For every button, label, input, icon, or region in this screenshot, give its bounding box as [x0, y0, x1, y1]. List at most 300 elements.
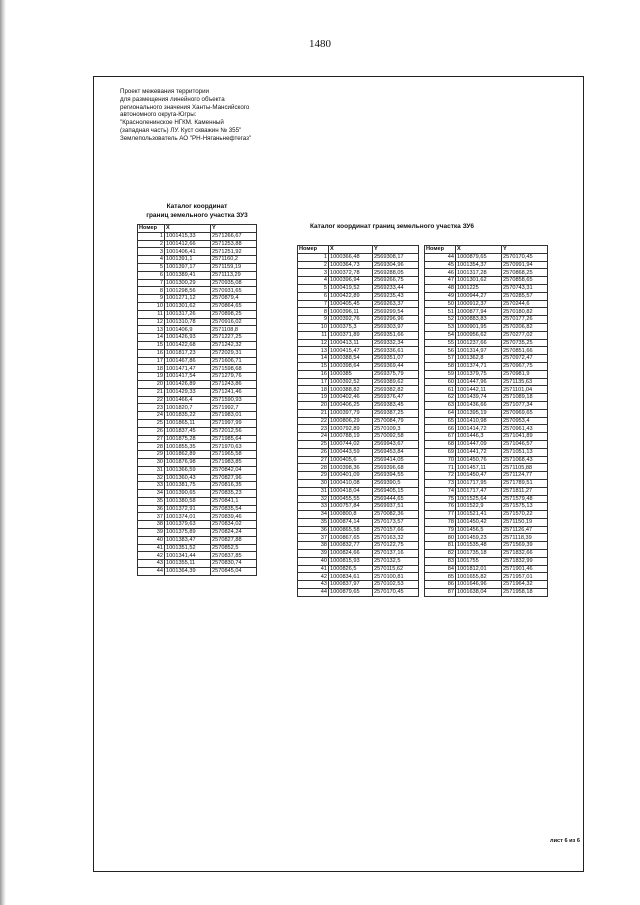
cell-y: 2571606,71 [211, 357, 257, 365]
cell-x: 1001535,48 [456, 542, 502, 550]
cell-number: 18 [138, 365, 165, 373]
cell-number: 44 [138, 568, 165, 576]
cell-number: 30 [298, 479, 329, 487]
table-row [298, 495, 419, 503]
cell-x: 1001314,97 [456, 347, 502, 355]
table-row [425, 394, 548, 402]
cell-x: 1001471,47 [165, 365, 211, 373]
table-row [425, 409, 548, 417]
cell-number: 82 [425, 550, 456, 558]
table1-title-line1: Каталог координат [166, 203, 228, 210]
cell-number: 47 [425, 277, 456, 285]
table-row [298, 542, 419, 550]
cell-x: 1000877,94 [456, 308, 502, 316]
cell-number: 49 [425, 292, 456, 300]
cell-x: 1001456,5 [456, 526, 502, 534]
cell-x: 1001366,59 [165, 466, 211, 474]
cell-number: 80 [425, 534, 456, 542]
cell-x: 1000418,04 [329, 487, 373, 495]
table-row [138, 232, 257, 240]
table-row [425, 456, 548, 464]
cell-y: 2570084,79 [373, 417, 419, 425]
table-row [425, 503, 548, 511]
cell-x: 1000867,65 [329, 534, 373, 542]
cell-x: 1000385 [329, 370, 373, 378]
cell-x: 1001406,41 [165, 248, 211, 256]
cell-x: 1000832,77 [329, 542, 373, 550]
col-header-x: X [165, 225, 211, 233]
table-row [138, 513, 257, 521]
cell-x: 1001360,43 [165, 474, 211, 482]
table-row [298, 323, 419, 331]
cell-y: 2570842,04 [211, 466, 257, 474]
cell-y: 2569453,84 [373, 448, 419, 456]
cell-x: 1000815,93 [329, 557, 373, 565]
table-row [298, 316, 419, 324]
table-row [138, 536, 257, 544]
cell-number: 65 [425, 417, 456, 425]
cell-number: 2 [138, 240, 165, 248]
cell-number: 23 [298, 425, 329, 433]
cell-x: 1001375,89 [165, 529, 211, 537]
cell-y: 2570851,66 [502, 347, 548, 355]
cell-x: 1001414,72 [456, 425, 502, 433]
cell-x: 1000398,64 [329, 362, 373, 370]
cell-y: 2571041,89 [502, 433, 548, 441]
cell-y: 2569351,07 [373, 355, 419, 363]
cell-y: 2570285,57 [502, 292, 548, 300]
cell-x: 1001406,9 [165, 326, 211, 334]
cell-number: 27 [298, 456, 329, 464]
cell-number: 6 [298, 292, 329, 300]
cell-y: 2571126,47 [502, 526, 548, 534]
cell-number: 27 [138, 435, 165, 443]
cell-number: 16 [298, 370, 329, 378]
cell-y: 2571957,01 [502, 573, 548, 581]
table-row [298, 347, 419, 355]
table-row [425, 269, 548, 277]
cell-number: 46 [425, 269, 456, 277]
table-row [425, 316, 548, 324]
cell-x: 1001522,9 [456, 503, 502, 511]
table-row [298, 292, 419, 300]
cell-number: 29 [298, 472, 329, 480]
cell-x: 1001354,37 [456, 261, 502, 269]
cell-x: 1001447,09 [456, 440, 502, 448]
project-line: Землепользователь АО "РН-Няганьнефтегаз" [120, 134, 252, 142]
cell-number: 32 [298, 495, 329, 503]
cell-number: 54 [425, 331, 456, 339]
scan-binding-edge [0, 0, 6, 905]
cell-number: 19 [298, 394, 329, 402]
cell-y: 2570835,23 [211, 490, 257, 498]
cell-y: 2570177,26 [502, 316, 548, 324]
cell-x: 1001391,1 [165, 256, 211, 264]
cell-number: 19 [138, 373, 165, 381]
cell-number: 15 [138, 341, 165, 349]
cell-x: 1000422,89 [329, 292, 373, 300]
table-row [425, 565, 548, 573]
table-row [138, 552, 257, 560]
cell-number: 60 [425, 378, 456, 386]
cell-number: 18 [298, 386, 329, 394]
cell-x: 1001447,96 [456, 378, 502, 386]
table-row [298, 277, 419, 285]
cell-number: 25 [298, 440, 329, 448]
cell-number: 16 [138, 349, 165, 357]
project-line: автономного округа-Югры: [120, 111, 197, 119]
cell-x: 1000372,78 [329, 269, 373, 277]
cell-x: 1001383,47 [165, 536, 211, 544]
cell-number: 26 [138, 427, 165, 435]
cell-x: 1001310,78 [165, 318, 211, 326]
cell-x: 1000397,79 [329, 409, 373, 417]
cell-y: 2570180,82 [502, 308, 548, 316]
cell-x: 1000883,83 [456, 316, 502, 324]
cell-number: 38 [298, 542, 329, 550]
table-row [425, 284, 548, 292]
table-row [138, 529, 257, 537]
cell-number: 83 [425, 557, 456, 565]
cell-x: 1001372,91 [165, 505, 211, 513]
cell-y: 2571135,63 [502, 378, 548, 386]
cell-number: 20 [138, 380, 165, 388]
table-row [138, 497, 257, 505]
cell-x: 1000413,11 [329, 339, 373, 347]
cell-x: 1001446,3 [456, 433, 502, 441]
cell-number: 45 [425, 261, 456, 269]
cell-x: 1001412,66 [165, 240, 211, 248]
table-row [138, 295, 257, 303]
cell-y: 2571077,34 [502, 401, 548, 409]
cell-y: 2571089,18 [502, 394, 548, 402]
cell-y: 2570981,9 [502, 370, 548, 378]
cell-number: 25 [138, 419, 165, 427]
cell-number: 66 [425, 425, 456, 433]
table-row [138, 248, 257, 256]
cell-y: 2570743,31 [502, 284, 548, 292]
cell-y: 2570991,94 [502, 261, 548, 269]
cell-x: 1001835,22 [165, 412, 211, 420]
cell-y: 2569299,54 [373, 308, 419, 316]
cell-number: 64 [425, 409, 456, 417]
cell-number: 21 [138, 388, 165, 396]
cell-y: 2570137,16 [373, 550, 419, 558]
table-row [425, 518, 548, 526]
cell-y: 2571958,18 [502, 589, 548, 597]
cell-number: 21 [298, 409, 329, 417]
cell-y: 2570827,88 [211, 536, 257, 544]
table-row [138, 373, 257, 381]
cell-number: 28 [298, 464, 329, 472]
cell-y: 2569375,79 [373, 370, 419, 378]
cell-x: 1001441,72 [456, 448, 502, 456]
cell-number: 12 [138, 318, 165, 326]
cell-number: 31 [138, 466, 165, 474]
cell-y: 2571253,88 [211, 240, 257, 248]
table-row [425, 339, 548, 347]
cell-y: 2570163,32 [373, 534, 419, 542]
cell-y: 2570735,25 [502, 339, 548, 347]
cell-y: 2569394,55 [373, 472, 419, 480]
cell-x: 1001450,47 [456, 472, 502, 480]
table-row [425, 300, 548, 308]
cell-number: 43 [298, 581, 329, 589]
table-row [138, 396, 257, 404]
cell-x: 1000405,6 [329, 456, 373, 464]
table-row [298, 589, 419, 597]
cell-y: 2569383,45 [373, 401, 419, 409]
cell-x: 1000806,29 [329, 417, 373, 425]
table-row [138, 427, 257, 435]
project-line: для размещения линейного объекта [120, 95, 225, 103]
cell-y: 2571985,64 [211, 435, 257, 443]
cell-y: 2570244,6 [502, 300, 548, 308]
cell-x: 1001237,66 [456, 339, 502, 347]
cell-x: 1000834,61 [329, 573, 373, 581]
cell-number: 10 [138, 302, 165, 310]
cell-number: 41 [298, 565, 329, 573]
cell-number: 41 [138, 544, 165, 552]
cell-number: 23 [138, 404, 165, 412]
cell-y: 2570879,4 [211, 295, 257, 303]
cell-y: 2570935,08 [211, 279, 257, 287]
cell-x: 1000406,25 [329, 401, 373, 409]
table-row [425, 495, 548, 503]
cell-y: 2570827,96 [211, 474, 257, 482]
cell-y: 2570841,1 [211, 497, 257, 505]
table-row [425, 487, 548, 495]
cell-x: 1001817,23 [165, 349, 211, 357]
cell-y: 2570830,74 [211, 560, 257, 568]
cell-y: 2570206,82 [502, 323, 548, 331]
table-row [425, 557, 548, 565]
table-row [138, 326, 257, 334]
cell-number: 3 [298, 269, 329, 277]
table1-title-line2: границ земельного участка ЗУ3 [146, 212, 248, 219]
cell-number: 69 [425, 448, 456, 456]
cell-number: 4 [138, 256, 165, 264]
cell-y: 2570834,02 [211, 521, 257, 529]
cell-number: 31 [298, 487, 329, 495]
table-row [138, 302, 257, 310]
cell-number: 4 [298, 277, 329, 285]
table-row [138, 419, 257, 427]
cell-number: 8 [138, 287, 165, 295]
cell-x: 1000364,73 [329, 261, 373, 269]
cell-y: 2570916,02 [211, 318, 257, 326]
project-description [120, 88, 360, 143]
table-row [298, 557, 419, 565]
table-row [298, 518, 419, 526]
cell-x: 1001390,65 [165, 490, 211, 498]
cell-y: 2570092,58 [373, 433, 419, 441]
table-row [138, 349, 257, 357]
cell-y: 2571046,57 [502, 440, 548, 448]
cell-y: 2570170,45 [502, 253, 548, 261]
table-row [425, 370, 548, 378]
cell-y: 2569303,97 [373, 323, 419, 331]
table-row [298, 433, 419, 441]
cell-number: 12 [298, 339, 329, 347]
cell-number: 39 [298, 550, 329, 558]
table-row [425, 308, 548, 316]
table-row [138, 521, 257, 529]
col-header-y: Y [502, 246, 548, 254]
cell-number: 58 [425, 362, 456, 370]
table-row [425, 401, 548, 409]
table-row [138, 365, 257, 373]
cell-y: 2569389,62 [373, 378, 419, 386]
cell-x: 1001380,58 [165, 497, 211, 505]
cell-y: 2571118,39 [502, 534, 548, 542]
cell-x: 1001381,75 [165, 482, 211, 490]
cell-number: 9 [138, 295, 165, 303]
cell-number: 72 [425, 472, 456, 480]
cell-number: 33 [298, 503, 329, 511]
cell-number: 42 [138, 552, 165, 560]
cell-y: 2570837,85 [211, 552, 257, 560]
table1-title [127, 202, 267, 220]
table-row [425, 323, 548, 331]
cell-y: 2570839,46 [211, 513, 257, 521]
table-row [138, 490, 257, 498]
cell-y: 2571227,25 [211, 334, 257, 342]
cell-number: 48 [425, 284, 456, 292]
table-row [298, 261, 419, 269]
table-row [138, 357, 257, 365]
coordinates-table-zu3 [137, 224, 257, 576]
cell-x: 1000392,76 [329, 316, 373, 324]
cell-number: 68 [425, 440, 456, 448]
cell-y: 2571160,2 [211, 256, 257, 264]
cell-x: 1001317,28 [456, 269, 502, 277]
cell-x: 1001379,63 [165, 521, 211, 529]
cell-number: 85 [425, 573, 456, 581]
table-row [298, 362, 419, 370]
cell-y: 2571997,99 [211, 419, 257, 427]
cell-number: 63 [425, 401, 456, 409]
cell-number: 24 [138, 412, 165, 420]
cell-y: 2571241,46 [211, 388, 257, 396]
cell-number: 28 [138, 443, 165, 451]
table-row [138, 466, 257, 474]
cell-x: 1000744,02 [329, 440, 373, 448]
table-row [298, 269, 419, 277]
cell-y: 2571579,48 [502, 495, 548, 503]
cell-number: 79 [425, 526, 456, 534]
cell-x: 1001426,93 [165, 334, 211, 342]
cell-x: 1001717,47 [456, 487, 502, 495]
cell-number: 11 [298, 331, 329, 339]
cell-number: 38 [138, 521, 165, 529]
cell-y: 2571105,88 [502, 464, 548, 472]
cell-y: 2569396,68 [373, 464, 419, 472]
cell-y: 2570132,5 [373, 557, 419, 565]
col-header-number: Номер [425, 246, 456, 254]
table-row [138, 380, 257, 388]
cell-x: 1001466,4 [165, 396, 211, 404]
table-row [298, 448, 419, 456]
cell-y: 2569405,15 [373, 487, 419, 495]
table-row [425, 277, 548, 285]
cell-x: 1000415,47 [329, 347, 373, 355]
cell-y: 2569336,61 [373, 347, 419, 355]
cell-number: 40 [298, 557, 329, 565]
table-row [425, 378, 548, 386]
table-row [138, 435, 257, 443]
table-row [425, 511, 548, 519]
cell-y: 2569263,37 [373, 300, 419, 308]
cell-number: 36 [298, 526, 329, 534]
table-row [138, 240, 257, 248]
cell-x: 1000402,46 [329, 394, 373, 402]
cell-y: 2569444,65 [373, 495, 419, 503]
cell-y: 2571570,22 [502, 511, 548, 519]
table-row [298, 378, 419, 386]
table-row [138, 334, 257, 342]
cell-y: 2571266,67 [211, 232, 257, 240]
cell-number: 39 [138, 529, 165, 537]
cell-x: 1000405,45 [329, 300, 373, 308]
col-header-x: X [329, 246, 373, 254]
table-row [298, 503, 419, 511]
cell-y: 2569937,51 [373, 503, 419, 511]
cell-y: 2571965,58 [211, 451, 257, 459]
cell-y: 2571832,99 [502, 557, 548, 565]
table-row [425, 550, 548, 558]
cell-x: 1001415,33 [165, 232, 211, 240]
cell-y: 2569288,05 [373, 269, 419, 277]
cell-x: 1001351,52 [165, 544, 211, 552]
cell-x: 1000824,66 [329, 550, 373, 558]
cell-y: 2570969,65 [502, 409, 548, 417]
table-row [298, 394, 419, 402]
cell-y: 2571598,68 [211, 365, 257, 373]
project-line: (западная часть) ЛУ. Куст скважин № 355" [120, 126, 242, 134]
cell-x: 1000396,94 [329, 277, 373, 285]
cell-x: 1001355,11 [165, 560, 211, 568]
cell-number: 44 [298, 589, 329, 597]
col-header-number: Номер [138, 225, 165, 233]
cell-number: 35 [138, 497, 165, 505]
cell-number: 61 [425, 386, 456, 394]
sheet-label: лист 6 из 6 [550, 838, 580, 844]
cell-x: 1001865,11 [165, 419, 211, 427]
cell-x: 1000874,14 [329, 518, 373, 526]
table-row [138, 568, 257, 576]
cell-x: 1001862,89 [165, 451, 211, 459]
table-row [298, 440, 419, 448]
table-row [425, 472, 548, 480]
table-row [298, 300, 419, 308]
cell-y: 2570157,66 [373, 526, 419, 534]
table-row [298, 472, 419, 480]
table-row [138, 443, 257, 451]
cell-number: 70 [425, 456, 456, 464]
cell-y: 2572012,56 [211, 427, 257, 435]
cell-number: 29 [138, 451, 165, 459]
cell-x: 1001525,64 [456, 495, 502, 503]
cell-x: 1001755 [456, 557, 502, 565]
cell-x: 1000401,09 [329, 472, 373, 480]
table-row [425, 448, 548, 456]
table-row [138, 310, 257, 318]
table-row [425, 534, 548, 542]
table-row [425, 425, 548, 433]
cell-number: 6 [138, 271, 165, 279]
table-row [138, 404, 257, 412]
